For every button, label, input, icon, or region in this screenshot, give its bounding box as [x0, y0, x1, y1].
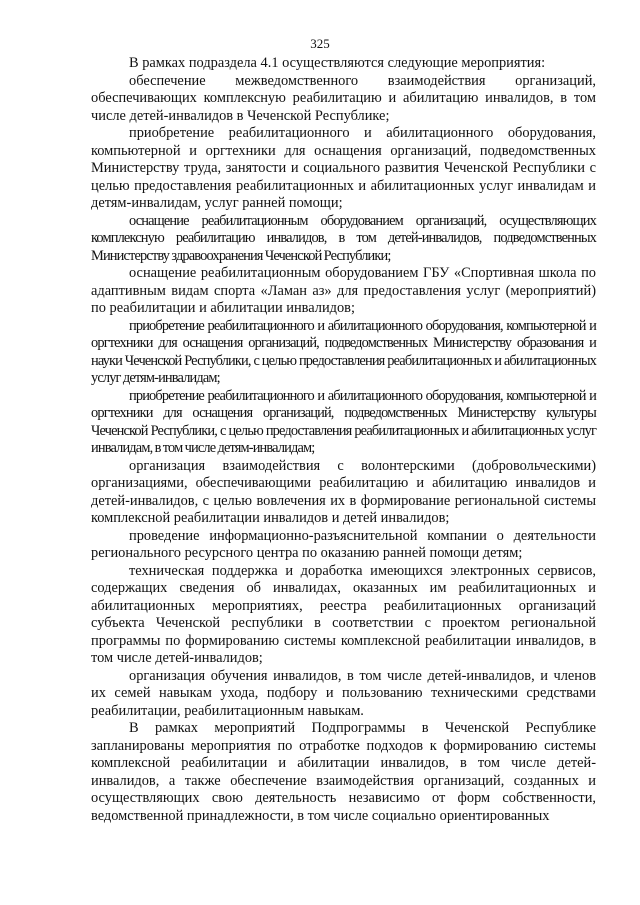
paragraph-interaction: обеспечение межведомственного взаимодействия организаций, обеспечивающих комплексную реабилитацию и абилитацию инвалидов, в том числе детей-инвалидов в Чеченской Республике;: [91, 72, 596, 124]
paragraph-intro: В рамках подраздела 4.1 осуществляются следующие мероприятия:: [129, 55, 546, 71]
page-number: 325: [310, 36, 330, 51]
paragraph-subprogram: В рамках мероприятий Подпрограммы в Чеченской Республике запланированы мероприятия по отработке подходов к формированию системы комплексной реабилитации и абилитации инвалидов, в том числе детей-инвалидов, а также обеспечение взаимодействия организаций, созданных и осуществляющих свою деятельность независимо от форм собственности, ведомственной принадлежности, в том числе социально ориентированных: [91, 720, 596, 824]
paragraph-education-ministry: приобретение реабилитационного и абилитационного оборудования, компьютерной и оргтехники для оснащения организаций, подведомственных Министерству образования и науки Чеченской Республики, с целью предоставления реабилитационных и абилитационных услуг детям-инвалидам;: [91, 317, 596, 386]
paragraph-electronic-services: техническая поддержка и доработка имеющихся электронных сервисов, содержащих сведения об инвалидах, оказанных им реабилитационных и абилитационных мероприятиях, реестра реабилитационных организаций субъекта Чеченской республики в соответствии с проектом региональной программы по формированию системы комплексной реабилитации инвалидов, в том числе детей-инвалидов;: [91, 562, 596, 666]
paragraph-culture-ministry: приобретение реабилитационного и абилитационного оборудования, компьютерной и оргтехники для оснащения организаций, подведомственных Министерству культуры Чеченской Республики, с целью предоставления реабилитационных и абилитационных услуг инвалидам, в том числе детям-инвалидам;: [91, 387, 596, 456]
document-body: [91, 55, 596, 825]
paragraph-info-campaign: проведение информационно-разъяснительной компании о деятельности регионального ресурсного центра по оказанию ранней помощи детям;: [91, 527, 596, 561]
paragraph-labor-ministry: приобретение реабилитационного и абилитационного оборудования, компьютерной и оргтехники для оснащения организаций, подведомственных Министерству труда, занятости и социального развития Чеченской Республики с целью предоставления реабилитационных и абилитационных услуг инвалидам и детям-инвалидам, услуг ранней помощи;: [91, 125, 596, 211]
paragraph-training: организация обучения инвалидов, в том числе детей-инвалидов, и членов их семей навыкам ухода, подбору и пользованию техническими средствами реабилитации, реабилитационным навыкам.: [91, 667, 596, 719]
paragraph-sports-school: оснащение реабилитационным оборудованием ГБУ «Спортивная школа по адаптивным видам спорта «Ламан аз» для предоставления услуг (мероприятий) по реабилитации и абилитации инвалидов;: [91, 265, 596, 316]
paragraph-health-ministry: оснащение реабилитационным оборудованием организаций, осуществляющих комплексную реабилитацию инвалидов, в том детей-инвалидов, подведомственных Министерству здравоохранения Чеченской Республики;: [91, 212, 596, 264]
paragraph-volunteers: организация взаимодействия с волонтерскими (добровольческими) организациями, обеспечивающими реабилитацию и абилитацию инвалидов и детей-инвалидов, с целью вовлечения их в формирование региональной системы комплексной реабилитации инвалидов и детей инвалидов;: [91, 457, 596, 526]
